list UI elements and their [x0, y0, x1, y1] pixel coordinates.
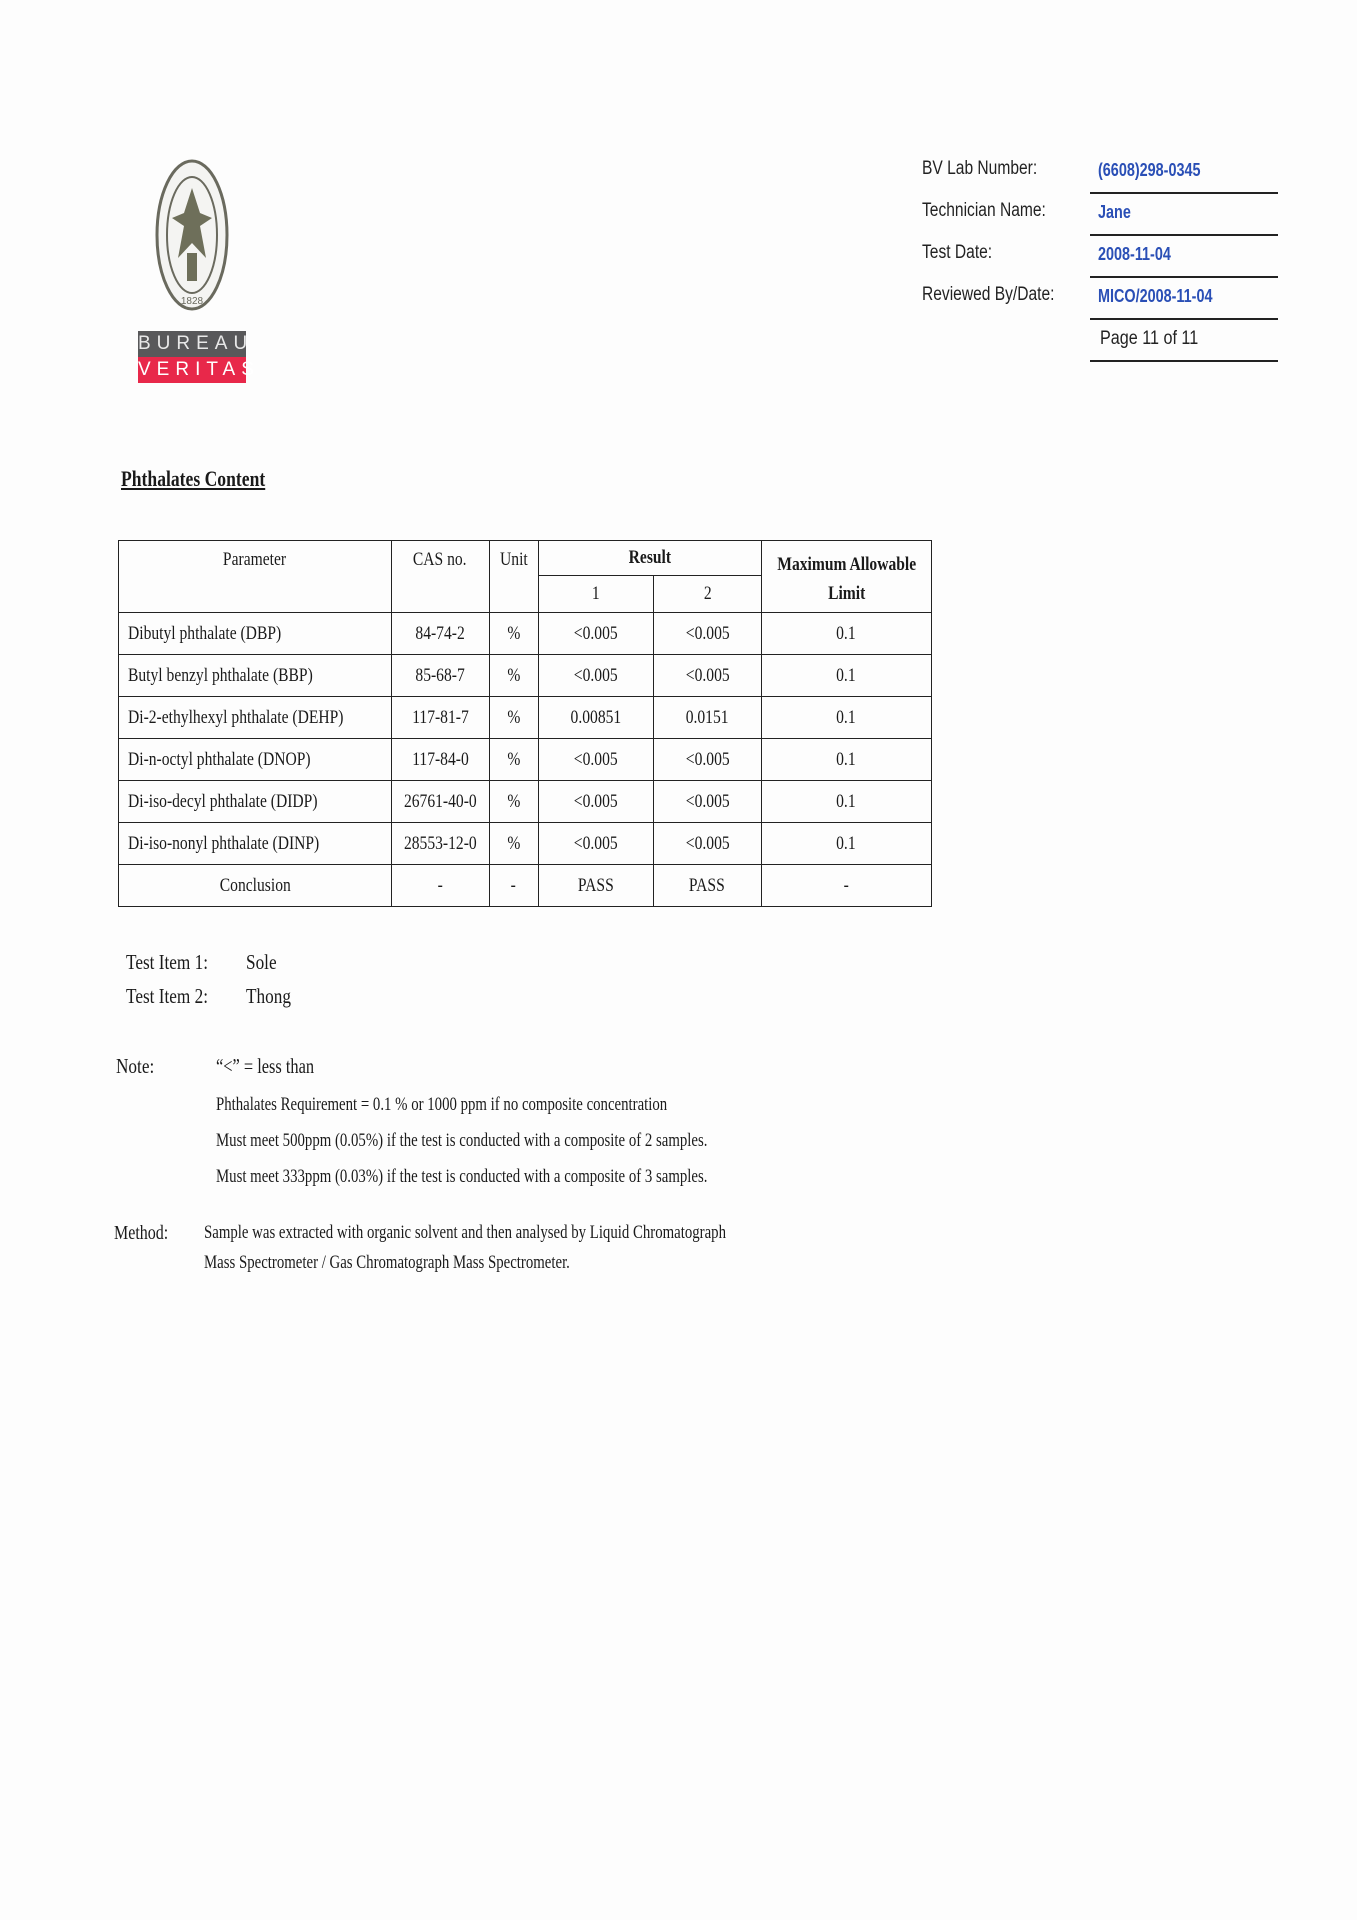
parameter-cell: Dibutyl phthalate (DBP) — [119, 613, 392, 655]
section-title: Phthalates Content — [121, 466, 266, 491]
header-result: Result — [538, 541, 761, 576]
test-item-value: Sole — [246, 950, 277, 974]
unit-cell: % — [489, 613, 538, 655]
result-1-cell: <0.005 — [538, 823, 654, 865]
logo-brand-bottom: VERITAS — [138, 357, 246, 383]
test-item-label: Test Item 2: — [126, 984, 209, 1008]
header-unit: Unit — [489, 541, 538, 613]
cas-cell: 117-84-0 — [391, 739, 489, 781]
limit-cell: 0.1 — [761, 823, 931, 865]
result-1-cell: <0.005 — [538, 613, 654, 655]
method-label: Method: — [114, 1222, 169, 1244]
table-row — [119, 613, 932, 655]
note-line: “<” = less than — [216, 1054, 315, 1078]
result-2-cell: <0.005 — [654, 781, 761, 823]
page-number: Page 11 of 11 — [1100, 328, 1199, 349]
unit-cell: % — [489, 781, 538, 823]
cas-cell: 85-68-7 — [391, 655, 489, 697]
limit-cell: 0.1 — [761, 697, 931, 739]
test-date-value: 2008-11-04 — [1098, 244, 1171, 264]
table-row — [119, 823, 932, 865]
field-underline — [1090, 192, 1278, 194]
header-result-2: 2 — [654, 576, 761, 613]
header-max-limit-line2: Limit — [761, 576, 931, 613]
parameter-cell: Di-2-ethylhexyl phthalate (DEHP) — [119, 697, 392, 739]
conclusion-unit: - — [489, 865, 538, 907]
unit-cell: % — [489, 655, 538, 697]
parameter-cell: Butyl benzyl phthalate (BBP) — [119, 655, 392, 697]
field-underline — [1090, 318, 1278, 320]
result-1-cell: 0.00851 — [538, 697, 654, 739]
svg-text:1828: 1828 — [180, 296, 204, 307]
method-line: Mass Spectrometer / Gas Chromatograph Mass Spectrometer. — [204, 1252, 570, 1273]
test-date-label: Test Date: — [922, 242, 993, 263]
note-line: Must meet 500ppm (0.05%) if the test is conducted with a composite of 2 samples. — [216, 1130, 708, 1151]
cas-cell: 26761-40-0 — [391, 781, 489, 823]
cas-cell: 28553-12-0 — [391, 823, 489, 865]
note-label: Note: — [116, 1054, 155, 1078]
conclusion-result-2: PASS — [654, 865, 761, 907]
reviewed-label: Reviewed By/Date: — [922, 284, 1055, 305]
result-2-cell: <0.005 — [654, 823, 761, 865]
conclusion-row — [119, 865, 932, 907]
cas-cell: 117-81-7 — [391, 697, 489, 739]
result-1-cell: <0.005 — [538, 739, 654, 781]
limit-cell: 0.1 — [761, 739, 931, 781]
conclusion-limit: - — [761, 865, 931, 907]
unit-cell: % — [489, 739, 538, 781]
field-underline — [1090, 234, 1278, 236]
test-item-value: Thong — [246, 984, 291, 1008]
header-result-1: 1 — [538, 576, 654, 613]
logo-brand-top: BUREAU — [138, 331, 246, 357]
conclusion-label: Conclusion — [119, 865, 392, 907]
limit-cell: 0.1 — [761, 613, 931, 655]
result-2-cell: <0.005 — [654, 613, 761, 655]
lab-number-value: (6608)298-0345 — [1098, 160, 1201, 180]
field-underline — [1090, 360, 1278, 362]
technician-label: Technician Name: — [922, 200, 1046, 221]
note-line: Phthalates Requirement = 0.1 % or 1000 ppm if no composite concentration — [216, 1094, 668, 1115]
table-header-row — [119, 541, 932, 576]
cas-cell: 84-74-2 — [391, 613, 489, 655]
unit-cell: % — [489, 823, 538, 865]
test-item-label: Test Item 1: — [126, 950, 209, 974]
result-2-cell: <0.005 — [654, 655, 761, 697]
note-line: Must meet 333ppm (0.03%) if the test is conducted with a composite of 3 samples. — [216, 1166, 708, 1187]
method-line: Sample was extracted with organic solvent and then analysed by Liquid Chromatograph — [204, 1222, 727, 1243]
table-row — [119, 739, 932, 781]
result-2-cell: <0.005 — [654, 739, 761, 781]
field-underline — [1090, 276, 1278, 278]
phthalates-results-table — [118, 540, 932, 907]
conclusion-result-1: PASS — [538, 865, 654, 907]
lab-number-label: BV Lab Number: — [922, 158, 1038, 179]
unit-cell: % — [489, 697, 538, 739]
table-row — [119, 655, 932, 697]
parameter-cell: Di-n-octyl phthalate (DNOP) — [119, 739, 392, 781]
table-row — [119, 781, 932, 823]
limit-cell: 0.1 — [761, 655, 931, 697]
result-1-cell: <0.005 — [538, 781, 654, 823]
header-max-limit-line1: Maximum Allowable — [761, 541, 931, 576]
header-cas: CAS no. — [391, 541, 489, 613]
header-parameter: Parameter — [119, 541, 392, 613]
conclusion-cas: - — [391, 865, 489, 907]
result-1-cell: <0.005 — [538, 655, 654, 697]
result-2-cell: 0.0151 — [654, 697, 761, 739]
reviewed-value: MICO/2008-11-04 — [1098, 286, 1213, 306]
limit-cell: 0.1 — [761, 781, 931, 823]
parameter-cell: Di-iso-decyl phthalate (DIDP) — [119, 781, 392, 823]
technician-value: Jane — [1098, 202, 1131, 222]
table-row — [119, 697, 932, 739]
bureau-veritas-seal-icon — [154, 158, 230, 312]
parameter-cell: Di-iso-nonyl phthalate (DINP) — [119, 823, 392, 865]
